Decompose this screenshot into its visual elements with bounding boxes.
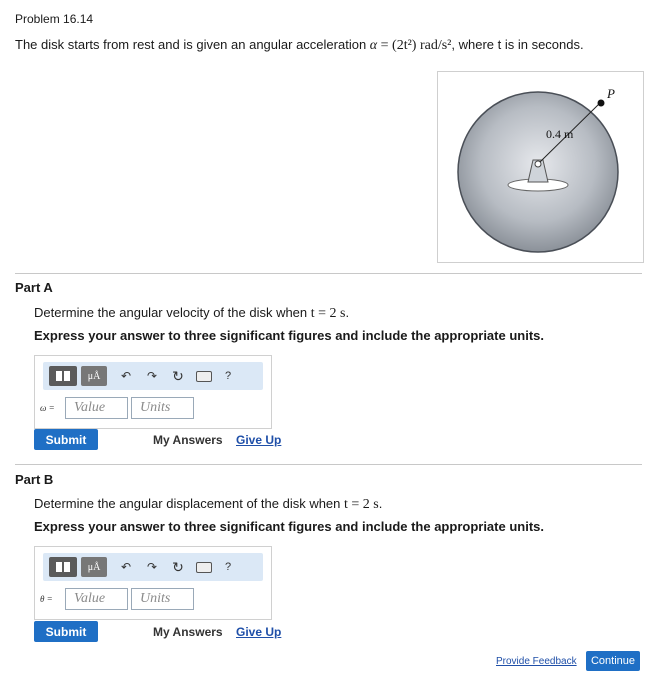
part-b-instruction: Express your answer to three significant figures and include the appropriate units. <box>34 519 544 534</box>
part-a-answer-box <box>34 355 272 429</box>
redo-icon[interactable]: ↷ <box>146 369 158 383</box>
part-b-title: Part B <box>15 472 54 487</box>
disk-figure <box>438 72 643 262</box>
undo-icon[interactable]: ↶ <box>120 560 132 574</box>
part-b-answer-box <box>34 546 272 620</box>
templates-icon[interactable] <box>49 557 77 577</box>
part-a-give-up-link[interactable]: Give Up <box>236 433 282 447</box>
part-b-variable-label: θ = <box>40 594 53 604</box>
keyboard-icon[interactable] <box>193 366 215 386</box>
part-a-my-answers-link[interactable]: My Answers <box>153 433 223 447</box>
part-b-submit-button[interactable]: Submit <box>34 621 98 642</box>
radius-label: 0.4 m <box>546 127 574 141</box>
part-a-toolbar <box>43 362 263 390</box>
part-a-instruction: Express your answer to three significant figures and include the appropriate units. <box>34 328 544 343</box>
point-p-label: P <box>607 86 615 101</box>
acceleration-equation: = (2t²) rad/s² <box>380 38 452 53</box>
divider-part-a <box>15 273 642 274</box>
divider-part-b <box>15 464 642 465</box>
help-icon[interactable]: ? <box>224 561 232 573</box>
statement-suffix: , where t is in seconds. <box>451 37 584 52</box>
part-a-variable-label: ω = <box>40 403 55 413</box>
alpha-symbol: α <box>369 38 378 53</box>
provide-feedback-link[interactable]: Provide Feedback <box>496 656 577 667</box>
reset-icon[interactable]: ↻ <box>172 558 184 575</box>
problem-title: Problem 16.14 <box>15 12 94 26</box>
part-b-give-up-link[interactable]: Give Up <box>236 625 282 639</box>
part-b-question: Determine the angular displacement of the disk when t = 2 s. <box>34 496 383 512</box>
help-icon[interactable]: ? <box>224 370 232 382</box>
point-p-marker <box>598 100 605 107</box>
part-b-units-input[interactable] <box>131 588 194 610</box>
keyboard-icon[interactable] <box>193 557 215 577</box>
statement-prefix: The disk starts from rest and is given an angular acceleration <box>15 37 370 52</box>
part-a-units-input[interactable] <box>131 397 194 419</box>
part-a-question: Determine the angular velocity of the disk when t = 2 s. <box>34 305 350 321</box>
reset-icon[interactable]: ↻ <box>172 367 184 384</box>
part-b-toolbar <box>43 553 263 581</box>
continue-button[interactable]: Continue <box>586 651 640 671</box>
part-b-condition: t = 2 s <box>344 497 379 512</box>
undo-icon[interactable]: ↶ <box>120 369 132 383</box>
part-b-my-answers-link[interactable]: My Answers <box>153 625 223 639</box>
part-a-title: Part A <box>15 280 53 295</box>
part-b-value-input[interactable] <box>65 588 128 610</box>
figure-panel <box>437 71 644 263</box>
part-a-value-input[interactable] <box>65 397 128 419</box>
part-a-condition: t = 2 s <box>310 306 346 321</box>
units-icon[interactable]: μÅ <box>81 557 107 577</box>
redo-icon[interactable]: ↷ <box>146 560 158 574</box>
units-icon[interactable]: μÅ <box>81 366 107 386</box>
part-a-submit-button[interactable]: Submit <box>34 429 98 450</box>
templates-icon[interactable] <box>49 366 77 386</box>
problem-statement <box>15 35 635 55</box>
